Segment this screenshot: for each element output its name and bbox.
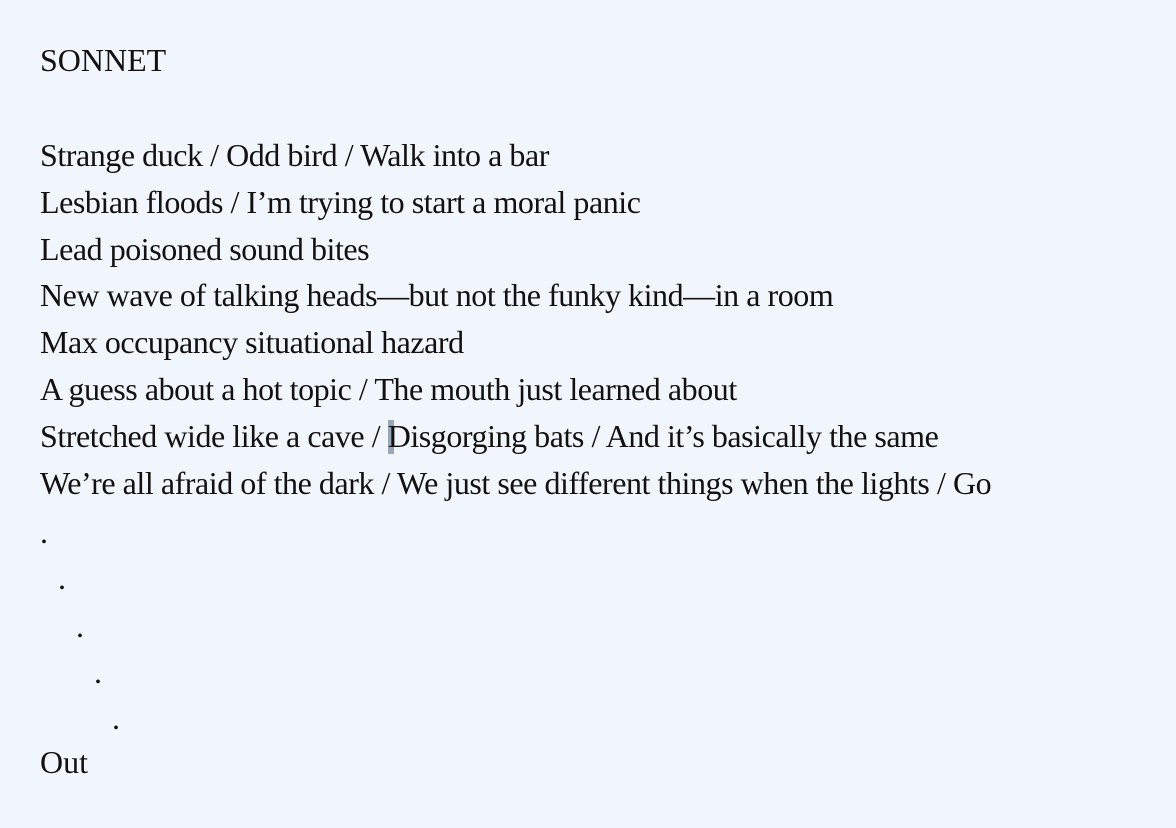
falling-dot-5: .	[112, 700, 120, 736]
poem-line-1: Strange duck / Odd bird / Walk into a bar	[40, 137, 549, 173]
falling-dot-2: .	[58, 560, 66, 596]
poem-line-7	[40, 413, 991, 460]
poem-line-8: We’re all afraid of the dark / We just see different things when the lights / Go	[40, 464, 992, 501]
poem-line-4: New wave of talking heads—but not the funky kind—in a room	[40, 277, 834, 314]
poem-line-2: Lesbian floods / I’m trying to start a moral panic	[40, 183, 641, 220]
poem-line-5: Max occupancy situational hazard	[40, 324, 464, 361]
poem-body	[40, 132, 991, 506]
poem-line-7-start: Stretched wide like a cave /	[40, 417, 388, 454]
falling-dot-3: .	[76, 608, 84, 644]
poem-line-6: A guess about a hot topic / The mouth just learned about	[40, 370, 737, 407]
poem-line-3: Lead poisoned sound bites	[40, 230, 370, 267]
falling-dot-4: .	[94, 654, 102, 690]
poem-final-word: Out	[40, 744, 88, 780]
poem-title: SONNET	[40, 42, 167, 78]
falling-dot-1: .	[40, 514, 48, 550]
poem-line-7-end: Disgorging bats / And it’s basically the same	[387, 417, 939, 454]
